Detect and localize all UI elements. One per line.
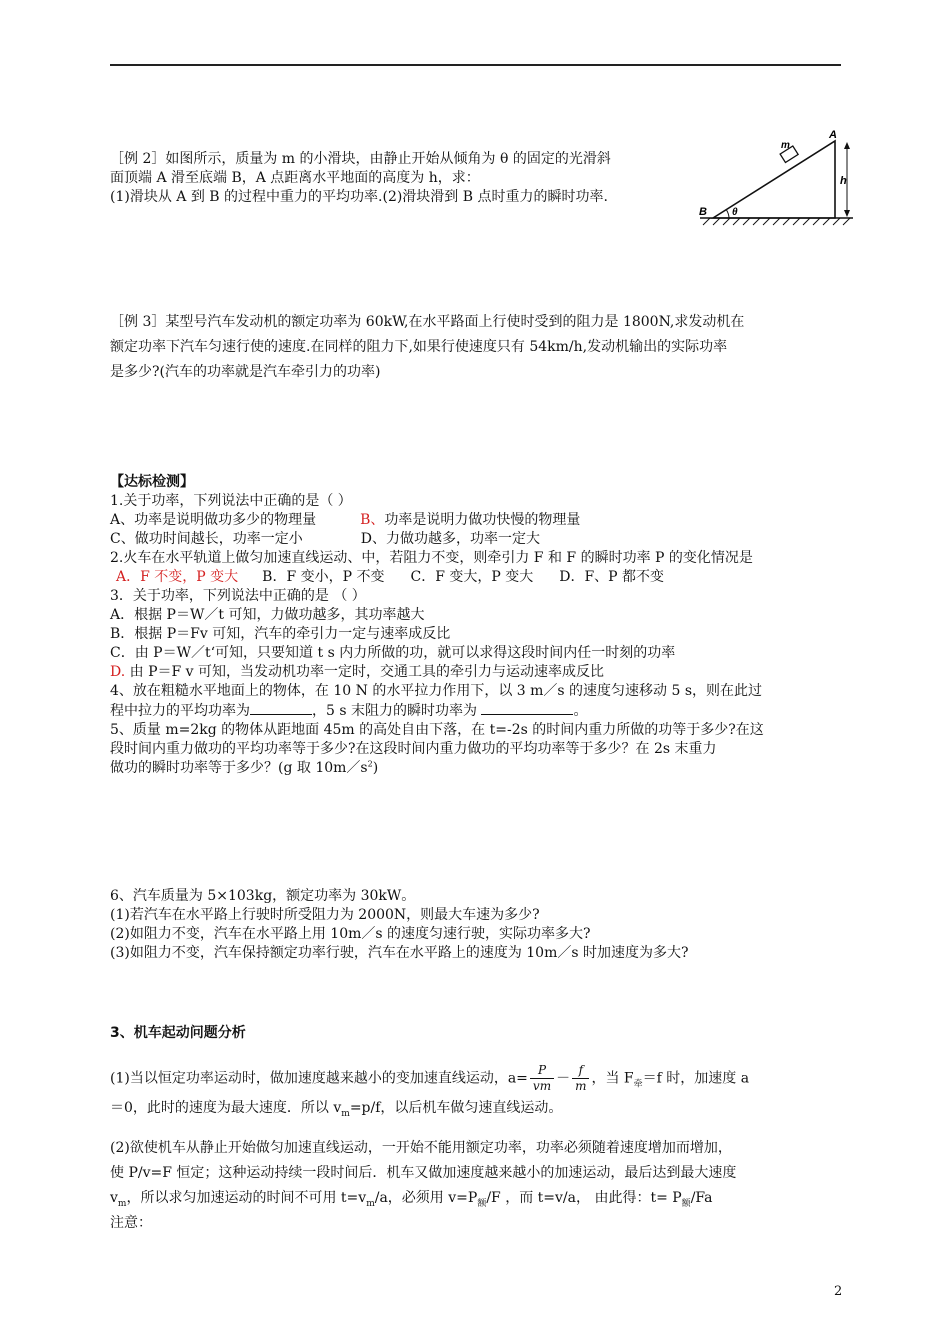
fraction-p-over-vm: $\frac{P}{vm}$ bbox=[530, 1063, 554, 1094]
q3-option-d-letter: D. bbox=[110, 664, 126, 680]
example-3-line-1: ［例 3］某型号汽车发动机的额定功率为 60kW,在水平路面上行使时受到的阻力是 1800N,求发动机在 bbox=[110, 314, 745, 330]
s3-p2-line-2: 使 P/v=F 恒定；这种运动持续一段时间后．机车又做加速度越来越小的加速运动，最后达到最大速度 bbox=[110, 1165, 737, 1181]
s3-p1-line-2: ＝0，此时的速度为最大速度．所以 $v_m=p/f$，以后机车做匀速直线运动。 bbox=[110, 1100, 563, 1119]
fraction-f-over-m: $\frac{f}{m}$ bbox=[572, 1063, 589, 1094]
q6-line-1: 6、汽车质量为 5×103kg，额定功率为 30kW。 bbox=[110, 888, 416, 904]
label-b: B bbox=[699, 206, 707, 218]
example-2-line-3: (1)滑块从 A 到 B 的过程中重力的平均功率.(2)滑块滑到 B 点时重力的瞬时功率. bbox=[110, 189, 608, 205]
section-3-paragraph-1 bbox=[110, 1063, 844, 1123]
label-m: m bbox=[781, 140, 790, 151]
example-3-line-2: 额定功率下汽车匀速行使的速度.在同样的阻力下,如果行使速度只有 54km/h,发动机输出的实际功率 bbox=[110, 339, 728, 355]
header-rule bbox=[110, 64, 841, 66]
q4-line-1: 4、放在粗糙水平地面上的物体，在 10 N 的水平拉力作用下，以 3 m／s 的速度匀速移动 5 s，则在此过 bbox=[110, 683, 763, 699]
angle-arc bbox=[727, 210, 730, 218]
q4-blank-2[interactable] bbox=[481, 701, 573, 715]
q3-option-c: C．由 P＝W／t‘可知，只要知道 t s 内力所做的功，就可以求得这段时间内任一时刻的功率 bbox=[110, 645, 676, 661]
page-number: 2 bbox=[834, 1284, 843, 1299]
q1-option-b: 功率是说明力做功快慢的物理量 bbox=[384, 512, 581, 528]
example-2-line-2: 面顶端 A 滑至底端 B，A 点距离水平地面的高度为 h，求： bbox=[110, 170, 480, 186]
example-3-line-3: 是多少?(汽车的功率就是汽车牵引力的功率) bbox=[110, 364, 381, 380]
example-2-line-1: ［例 2］如图所示，质量为 m 的小滑块，由静止开始从倾角为 θ 的固定的光滑斜 bbox=[110, 151, 611, 167]
q2-options bbox=[110, 568, 844, 587]
q1-option-a: A、功率是说明做功多少的物理量 bbox=[110, 512, 317, 528]
q2-option-b: B．F 变小，P 不变 bbox=[262, 569, 385, 585]
section-3-heading-block bbox=[110, 1024, 844, 1043]
q5-line-3: 做功的瞬时功率等于多少？(g 取 $10m/s^2$) bbox=[110, 759, 379, 776]
q1-option-c: C、做功时间越长，功率一定小 bbox=[110, 531, 303, 547]
s3-p2-line-1: (2)欲使机车从静止开始做匀加速直线运动，一开始不能用额定功率，功率必须随着速度增加而增加， bbox=[110, 1140, 732, 1156]
q1-option-d: D、力做功越多，功率一定大 bbox=[360, 531, 540, 547]
q2-option-a: A．F 不变，P 变大 bbox=[116, 569, 239, 585]
q1-stem: 1.关于功率，下列说法中正确的是（ ） bbox=[110, 493, 352, 509]
q1-options-cd bbox=[110, 530, 844, 549]
q6-line-2: (1)若汽车在水平路上行驶时所受阻力为 2000N，则最大车速为多少? bbox=[110, 907, 540, 923]
ground-hatch bbox=[703, 218, 850, 225]
q3-option-a: A．根据 P＝W／t 可知，力做功越多，其功率越大 bbox=[110, 607, 425, 623]
label-h: h bbox=[840, 175, 847, 187]
q1-option-b-letter: B、 bbox=[360, 512, 385, 528]
q2-stem: 2.火车在水平轨道上做匀加速直线运动、中，若阻力不变，则牵引力 F 和 F 的瞬时功率 P 的变化情况是 bbox=[110, 550, 753, 566]
section-3-paragraph-2 bbox=[110, 1136, 844, 1236]
s3-p2-line-4: 注意： bbox=[110, 1215, 152, 1231]
example-2 bbox=[110, 150, 700, 207]
q6-line-4: (3)如阻力不变，汽车保持额定功率行驶，汽车在水平路上的速度为 10m／s 时加速度为多大? bbox=[110, 945, 689, 961]
test-section bbox=[110, 473, 844, 778]
q3-option-d: 由 P＝F v 可知，当发动机功率一定时，交通工具的牵引力与运动速率成反比 bbox=[125, 664, 605, 680]
question-6 bbox=[110, 887, 844, 963]
q4-line-2: 程中拉力的平均功率为 ，5 s 末阻力的瞬时功率为 。 bbox=[110, 703, 588, 719]
label-a: A bbox=[829, 129, 837, 141]
s3-p1-line-1: (1)当以恒定功率运动时，做加速度越来越小的变加速直线运动，a= $\frac{P}{vm}$ － $\frac{f}{m}$ ，当 $F_牵=f$ 时，加速度 a bbox=[110, 1063, 750, 1093]
q5-line-1: 5、质量 m=2kg 的物体从距地面 45m 的高处自由下落，在 t=-2s 的时间内重力所做的功等于多少?在这 bbox=[110, 722, 764, 738]
label-theta: θ bbox=[732, 207, 738, 218]
q2-option-d: D．F、P 都不变 bbox=[559, 569, 665, 585]
q4-blank-1[interactable] bbox=[250, 701, 312, 715]
section-3-heading: 3、机车起动问题分析 bbox=[110, 1025, 246, 1041]
q2-option-c: C．F 变大，P 变大 bbox=[410, 569, 534, 585]
test-heading: 【达标检测】 bbox=[110, 474, 194, 490]
q3-stem: 3．关于功率，下列说法中正确的是 （ ） bbox=[110, 588, 366, 604]
q3-option-d-line bbox=[110, 663, 844, 682]
q5-line-2: 段时间内重力做功的平均功率等于多少?在这段时间内重力做功的平均功率等于多少？在 2s 末重力 bbox=[110, 741, 717, 757]
q1-options-ab bbox=[110, 511, 844, 530]
incline-diagram bbox=[695, 126, 855, 231]
q6-line-3: (2)如阻力不变，汽车在水平路上用 10m／s 的速度匀速行驶，实际功率多大? bbox=[110, 926, 591, 942]
q3-option-b: B．根据 P＝Fv 可知，汽车的牵引力一定与速率成反比 bbox=[110, 626, 451, 642]
example-3 bbox=[110, 310, 844, 385]
s3-p2-line-3: $v_m$，所以求匀加速运动的时间不可用 $t=v_m/a$，必须用 $v=P_额/F$ ，而 t=v/a， 由此得：$t= P_额/Fa$ bbox=[110, 1190, 713, 1209]
